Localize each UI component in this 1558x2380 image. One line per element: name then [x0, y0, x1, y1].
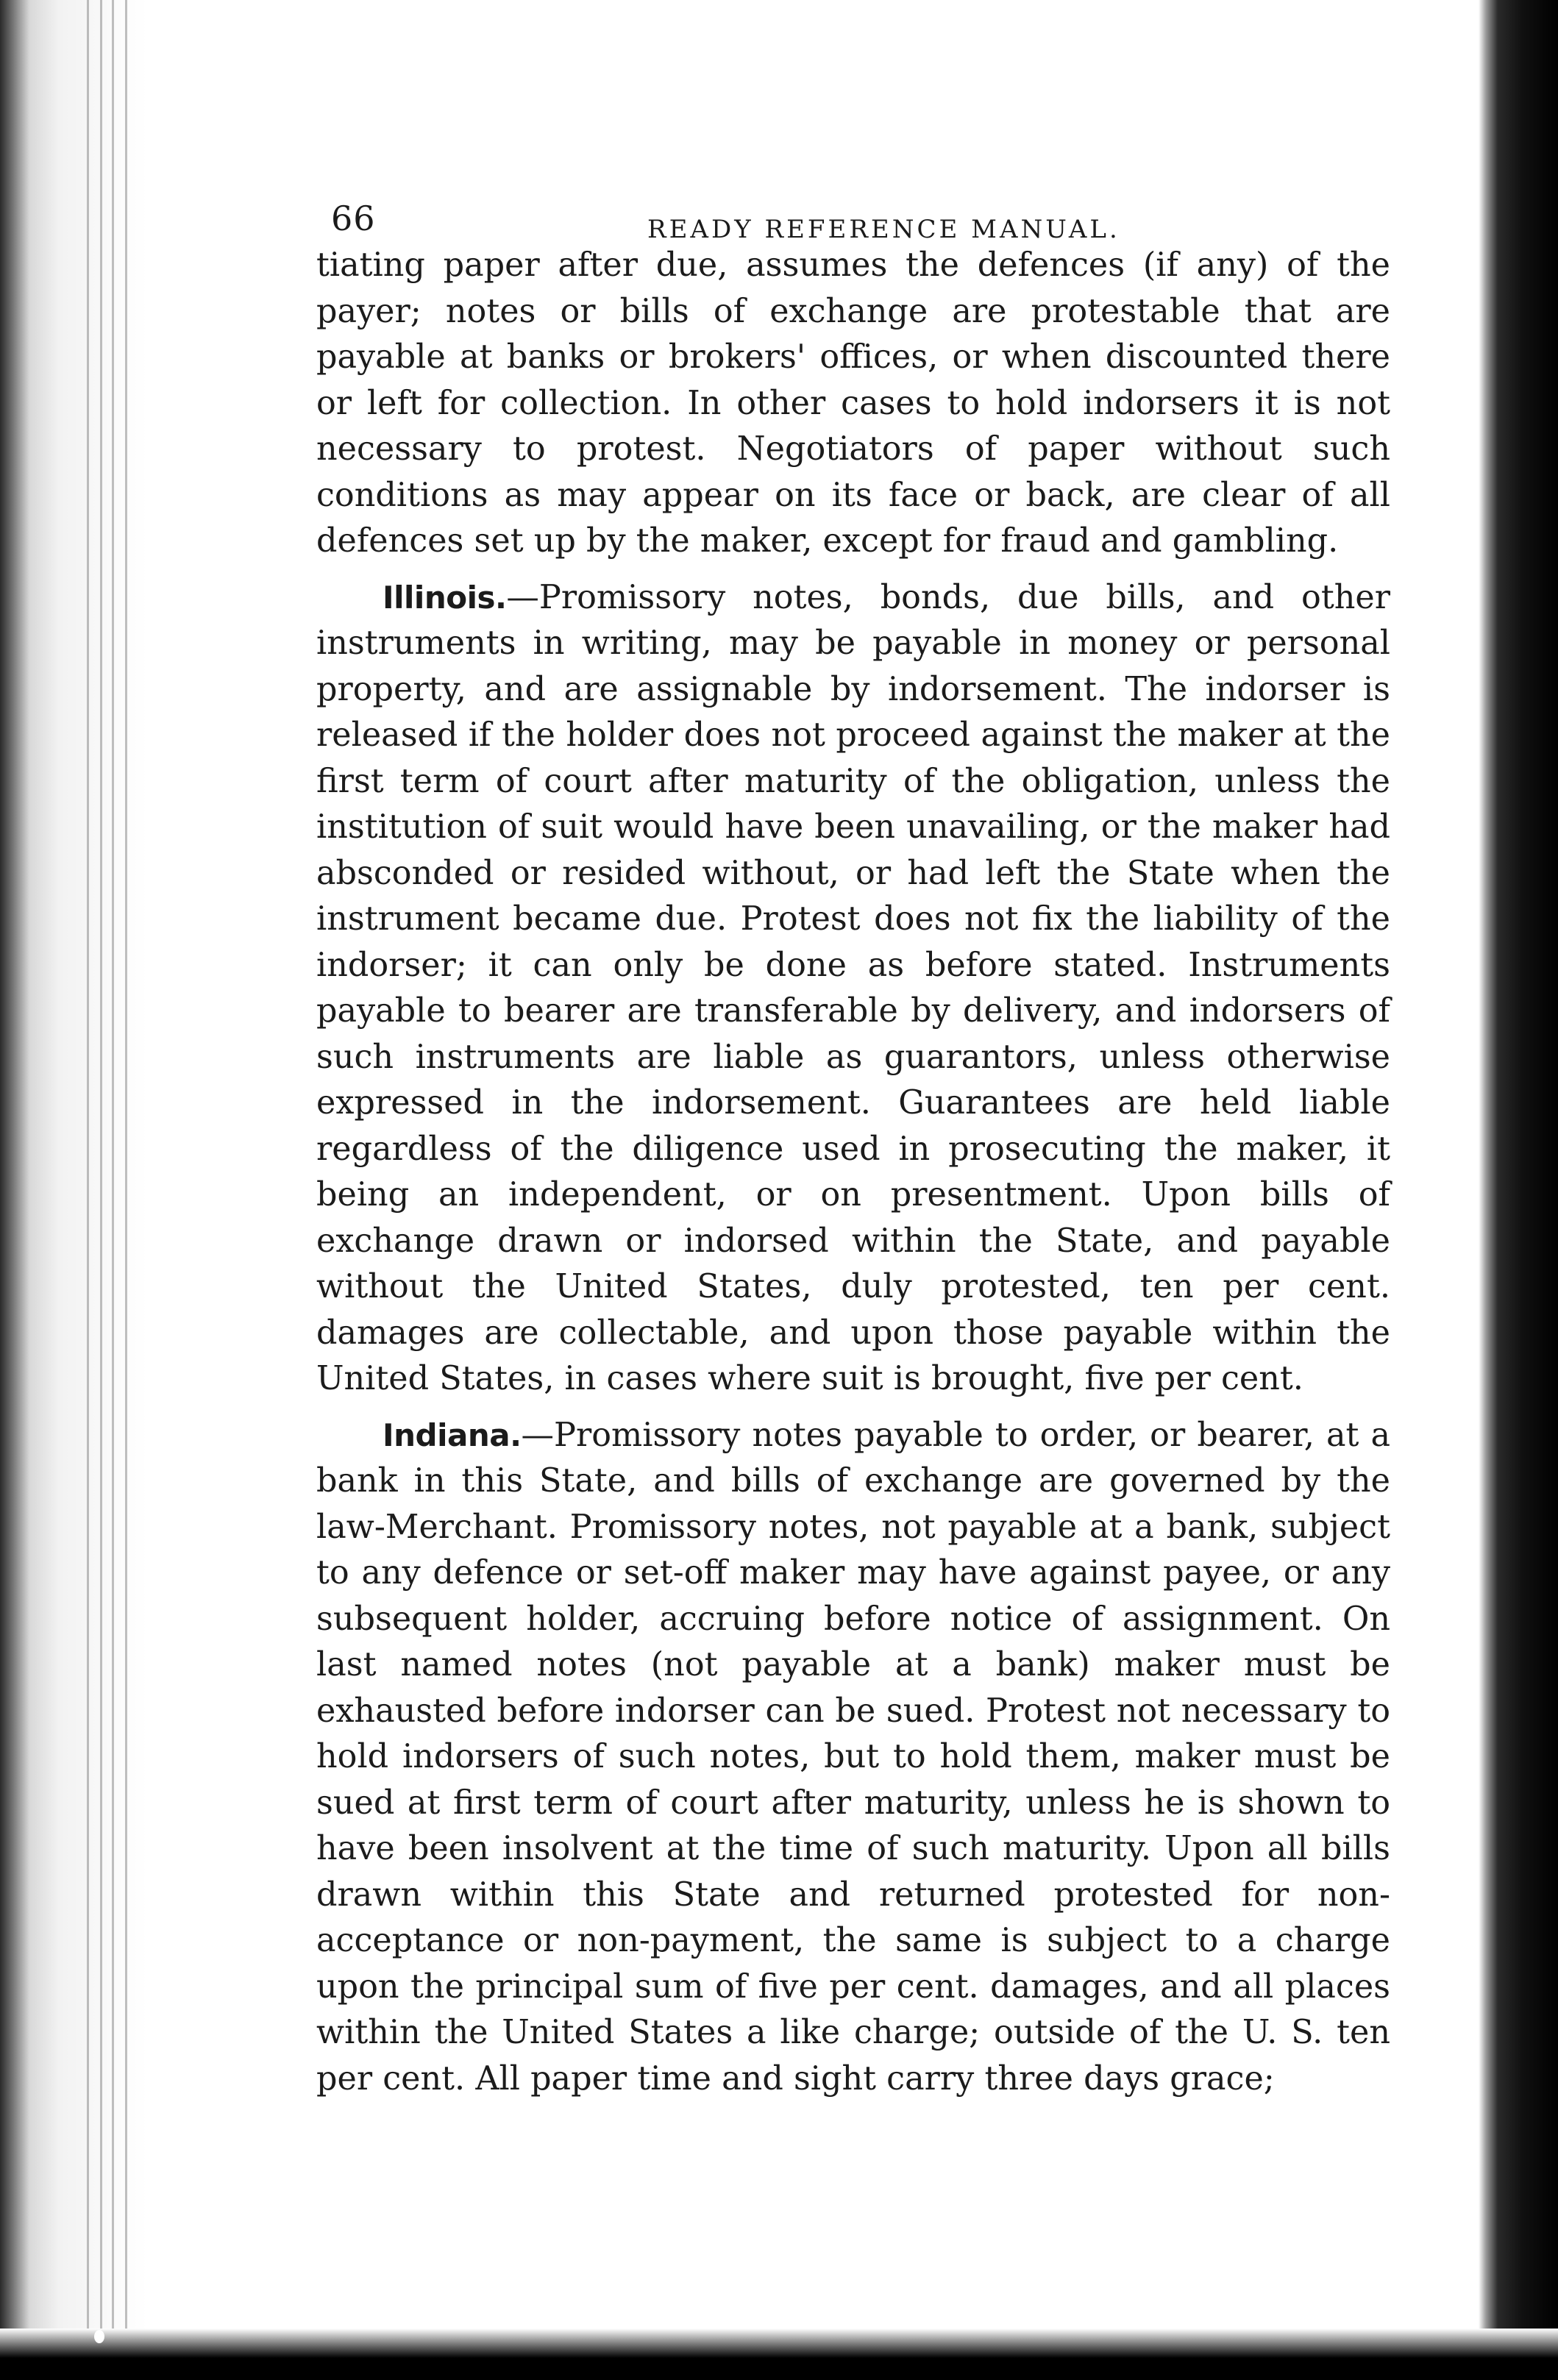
page-number: 66 — [331, 199, 376, 238]
section-heading-illinois: Illinois. — [383, 579, 507, 616]
page-stack-line — [112, 0, 114, 2380]
section-heading-indiana: Indiana. — [383, 1417, 522, 1453]
page-stack-line — [100, 0, 102, 2380]
paragraph-text: tiating paper after due, assumes the defences (if any) of the payer; notes or bills of exchange are protestable that are payable at banks or brokers' offices, or when discounted there or left for collection. In other cases to hold indorsers it is not necessary to protest. Negotiators of paper without such conditions as may appear on its face or back, are clear of all defences set up by the maker, except for fraud and gambling. — [316, 246, 1390, 560]
running-title: READY REFERENCE MANUAL. — [647, 215, 1120, 244]
paragraph-text: —Promissory notes, bonds, due bills, and other instruments in writing, may be payable in money or personal property, and are assignable by indorsement. The indorser is released if the holder does not proceed against the maker at the first term of court after maturity of the obligation, unless the institution of suit would have been unavailing, or the maker had absconded or resided without, or had left the State when the instrument became due. Protest does not fix the liability of the indorser; it can only be done as before stated. Instruments payable to bearer are transferable by delivery, and indorsers of such instruments are liable as guarantors, unless otherwise expressed in the indorsement. Guarantees are held liable regardless of the diligence used in prosecuting the maker, it being an independent, or on presentment. Upon bills of exchange drawn or indorsed within the State, and payable without the United States, duly protested, ten per cent. damages are collectable, and upon those payable within the United States, in cases where suit is brought, five per cent. — [316, 578, 1390, 1397]
page-stack-line — [87, 0, 89, 2380]
scan-speck — [94, 2330, 104, 2343]
book-page — [316, 177, 1390, 2102]
paragraph-indiana — [316, 1413, 1390, 2103]
book-binding-edge — [0, 0, 147, 2380]
bottom-page-edge — [0, 2329, 1558, 2380]
page-stack-line — [125, 0, 127, 2380]
paragraph-illinois — [316, 575, 1390, 1403]
paragraph-continuation — [316, 243, 1390, 565]
paragraph-text: —Promissory notes payable to order, or bearer, at a bank in this State, and bills of exchange are governed by the law-Merchant. Promissory notes, not payable at a bank, subject to any defence or set-off maker may have against payee, or any subsequent holder, accruing before notice of assignment. On last named notes (not payable at a bank) maker must be exhausted before indorser can be sued. Protest not necessary to hold indorsers of such notes, but to hold them, maker must be sued at first term of court after maturity, unless he is shown to have been insolvent at the time of such maturity. Upon all bills drawn within this State and returned protested for non-acceptance or non-payment, the same is subject to a charge upon the principal sum of five per cent. damages, and all places within the United States a like charge; outside of the U. S. ten per cent. All paper time and sight carry three days grace; — [316, 1416, 1390, 2098]
right-page-edge — [1479, 0, 1558, 2380]
page-header — [316, 177, 1390, 243]
